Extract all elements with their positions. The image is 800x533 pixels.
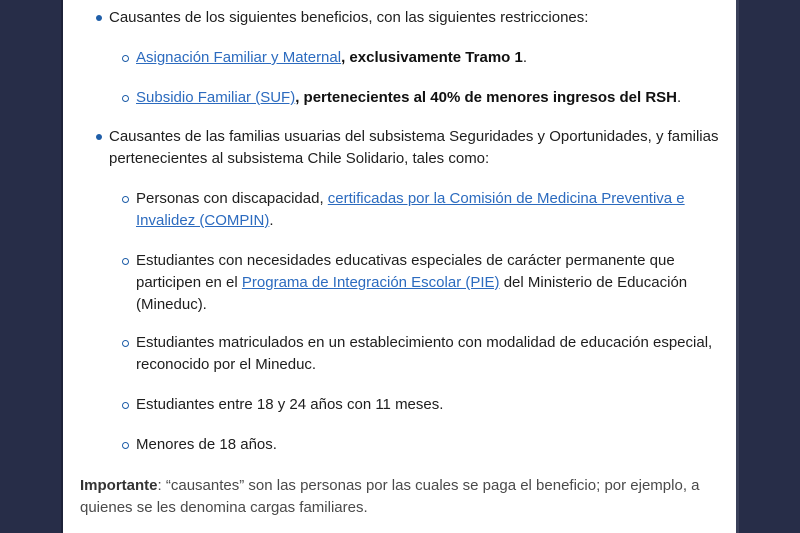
list-item-text: Causantes de los siguientes beneficios, con las siguientes restricciones: bbox=[109, 9, 589, 26]
sub-list-item bbox=[136, 87, 726, 109]
circle-bullet-icon bbox=[122, 55, 129, 62]
link-text: Invalidez (COMPIN) bbox=[136, 212, 270, 229]
note-text: : “causantes” son las personas por las cuales se paga el beneficio; por ejemplo, a bbox=[157, 477, 700, 494]
circle-bullet-icon bbox=[122, 340, 129, 347]
note-label: Importante bbox=[80, 477, 158, 494]
asignacion-familiar-link[interactable]: Asignación Familiar y Maternal bbox=[136, 49, 342, 66]
restriction-text: , exclusivamente Tramo 1 bbox=[341, 49, 523, 66]
panel-shadow-right bbox=[736, 0, 739, 533]
list-item bbox=[109, 126, 729, 170]
period: . bbox=[269, 212, 274, 229]
bullet-icon bbox=[96, 134, 102, 140]
circle-bullet-icon bbox=[122, 196, 129, 203]
period: . bbox=[677, 89, 682, 106]
sub-list-item bbox=[136, 188, 726, 232]
circle-bullet-icon bbox=[122, 402, 129, 409]
item-text: Estudiantes con necesidades educativas especiales de carácter permanente que bbox=[136, 252, 675, 269]
item-text: (Mineduc). bbox=[136, 296, 207, 313]
list-item-text: pertenecientes al subsistema Chile Solidario, tales como: bbox=[109, 150, 490, 167]
content-panel bbox=[63, 0, 736, 533]
bullet-icon bbox=[96, 15, 102, 21]
note-text: quienes se les denomina cargas familiares. bbox=[80, 499, 368, 516]
circle-bullet-icon bbox=[122, 442, 129, 449]
item-text: participen en el bbox=[136, 274, 242, 291]
item-text: Personas con discapacidad, bbox=[136, 190, 328, 207]
circle-bullet-icon bbox=[122, 258, 129, 265]
sub-list-item bbox=[136, 394, 726, 416]
sub-list-item bbox=[136, 250, 726, 316]
restriction-text: , pertenecientes al 40% de menores ingresos del RSH bbox=[295, 89, 678, 106]
sub-list-item bbox=[136, 332, 726, 376]
list-item bbox=[109, 7, 729, 29]
item-text: del Ministerio de Educación bbox=[499, 274, 688, 291]
period: . bbox=[522, 49, 528, 66]
sub-list-item bbox=[136, 434, 726, 456]
item-text: Estudiantes matriculados en un establecimiento con modalidad de educación especial, bbox=[136, 334, 713, 351]
item-text: Menores de 18 años. bbox=[136, 436, 277, 453]
sub-list-item bbox=[136, 47, 726, 69]
list-item-text: Causantes de las familias usuarias del subsistema Seguridades y Oportunidades, y familias bbox=[109, 128, 719, 145]
item-text: Estudiantes entre 18 y 24 años con 11 meses. bbox=[136, 396, 444, 413]
pie-program-link[interactable]: Programa de Integración Escolar (PIE) bbox=[241, 274, 500, 291]
link-text: certificadas por la Comisión de Medicina Preventiva e bbox=[327, 190, 685, 207]
circle-bullet-icon bbox=[122, 95, 129, 102]
item-text: reconocido por el Mineduc. bbox=[136, 356, 317, 373]
subsidio-familiar-link[interactable]: Subsidio Familiar (SUF) bbox=[136, 89, 296, 106]
important-note bbox=[80, 475, 720, 519]
